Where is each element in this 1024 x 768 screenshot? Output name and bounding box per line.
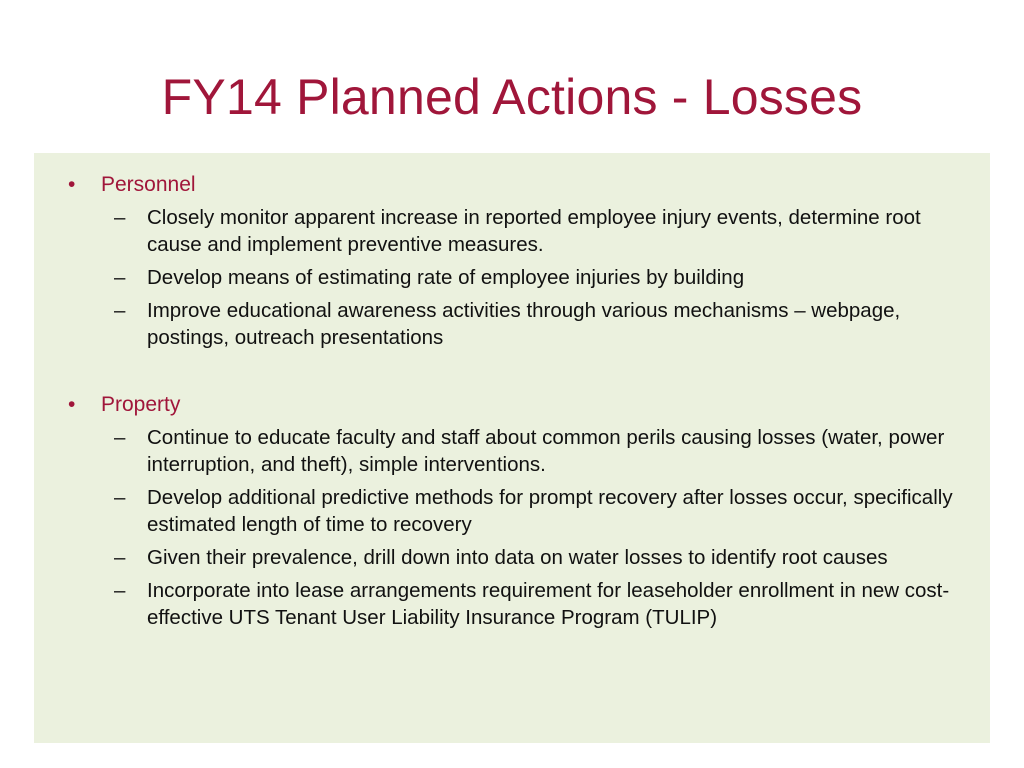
section-property xyxy=(34,391,970,631)
list-item-text: Develop additional predictive methods for prompt recovery after losses occur, specifically estimated length of time to recovery xyxy=(147,486,953,536)
bullet-dash: – xyxy=(114,426,126,449)
bullet-dot: • xyxy=(68,393,76,416)
list-item xyxy=(34,264,970,291)
bullet-dash: – xyxy=(114,546,126,569)
list-item-text: Develop means of estimating rate of employee injuries by building xyxy=(147,266,745,289)
list-item-text: Closely monitor apparent increase in reported employee injury events, determine root cause and implement preventive measures. xyxy=(147,206,921,256)
section-heading-label: Property xyxy=(101,393,181,416)
list-item xyxy=(34,424,970,478)
list-item xyxy=(34,204,970,258)
slide-title: FY14 Planned Actions - Losses xyxy=(161,69,863,125)
section-personnel xyxy=(34,171,970,351)
bullet-dash: – xyxy=(114,266,126,289)
bullet-dash: – xyxy=(114,579,126,602)
section-heading-label: Personnel xyxy=(101,173,196,196)
section-spacer xyxy=(34,357,970,391)
bullet-dot: • xyxy=(68,173,76,196)
content-box xyxy=(34,153,990,743)
list-item xyxy=(34,484,970,538)
list-item-text: Improve educational awareness activities through various mechanisms – webpage, postings, outreach presentations xyxy=(147,299,901,349)
sub-list xyxy=(34,424,970,631)
list-item-text: Continue to educate faculty and staff about common perils causing losses (water, power interruption, and theft), simple interventions. xyxy=(147,426,945,476)
bullet-dash: – xyxy=(114,206,126,229)
bullet-dash: – xyxy=(114,299,126,322)
section-heading xyxy=(34,391,970,419)
list-item xyxy=(34,577,970,631)
list-item-text: Given their prevalence, drill down into data on water losses to identify root causes xyxy=(147,546,888,569)
list-item xyxy=(34,544,970,571)
list-item xyxy=(34,297,970,351)
bullet-dash: – xyxy=(114,486,126,509)
sub-list xyxy=(34,204,970,351)
section-heading xyxy=(34,171,970,199)
list-item-text: Incorporate into lease arrangements requirement for leaseholder enrollment in new cost-effective UTS Tenant User Liability Insurance Program (TULIP) xyxy=(147,579,950,629)
